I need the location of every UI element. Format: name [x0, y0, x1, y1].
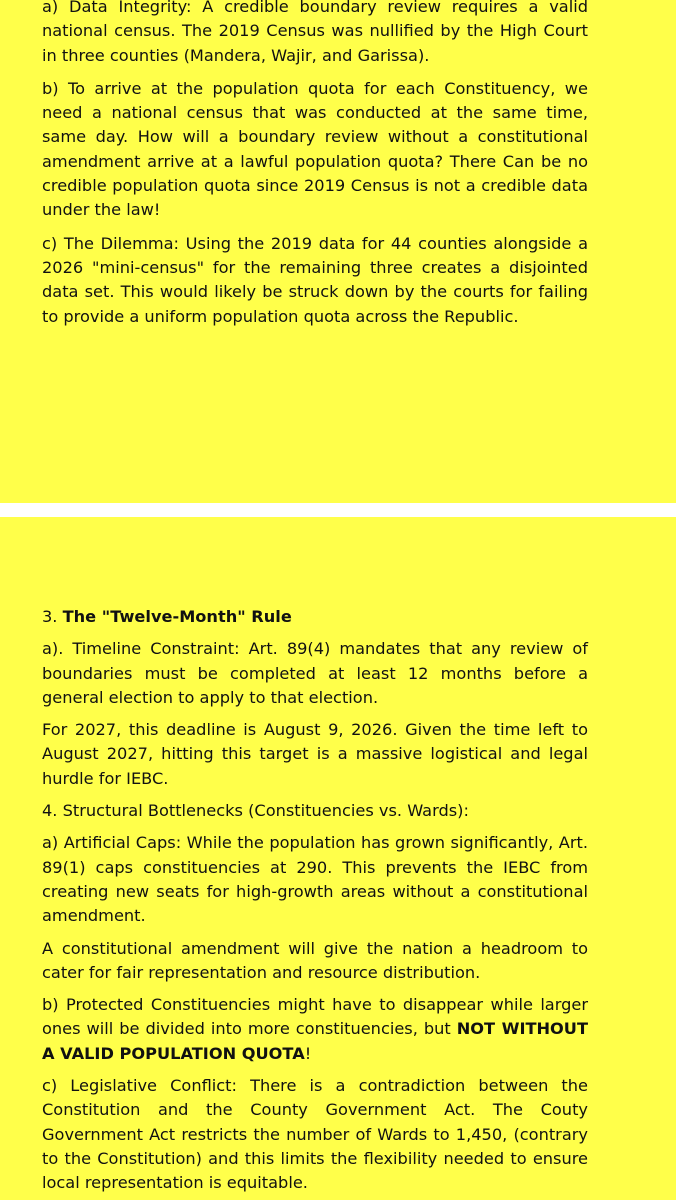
section-3-heading: [42, 605, 588, 629]
page-top-content: [42, 0, 588, 338]
amendment-paragraph: A constitutional amendment will give the nation a headroom to cater for fair representation and resource distribution.: [42, 938, 588, 982]
document-page-top: [0, 0, 676, 503]
deadline-paragraph: For 2027, this deadline is August 9, 2026. Given the time left to August 2027, hitting this target is a massive logistical and legal hurdle for IEBC.: [42, 720, 588, 788]
population-quota-paragraph: b) To arrive at the population quota for each Constituency, we need a national census that was conducted at the same time, same day. How will a boundary review without a constitutional amendment arrive at a lawful population quota? There Can be no credible population quota since 2019 Census is not a credible data under the law!: [42, 78, 588, 220]
dilemma-paragraph: c) The Dilemma: Using the 2019 data for 44 counties alongside a 2026 "mini-census" for the remaining three creates a disjointed data set. This would likely be struck down by the courts for failing to provide a uniform population quota across the Republic.: [42, 233, 588, 326]
page-bottom-content: [42, 605, 588, 1204]
timeline-constraint-paragraph: a). Timeline Constraint: Art. 89(4) mandates that any review of boundaries must be completed at least 12 months before a general election to apply to that election.: [42, 639, 588, 707]
document-page-bottom: [0, 517, 676, 1200]
artificial-caps-paragraph: a) Artificial Caps: While the population has grown significantly, Art. 89(1) caps constituencies at 290. This prevents the IEBC from creating new seats for high-growth areas without a constitutional amendment.: [42, 833, 588, 926]
section-3-title: The "Twelve-Month" Rule: [62, 607, 292, 626]
protected-emphasis-text: NOT WITHOUT A VALID POPULATION QUOTA: [42, 1019, 588, 1063]
legislative-conflict-paragraph: c) Legislative Conflict: There is a contradiction between the Constitution and the County Government Act. The Couty Government Act restricts the number of Wards to 1,450, (contrary to the Constitution) and this limits the flexibility needed to ensure local representation is equitable.: [42, 1076, 588, 1193]
page-divider: [0, 503, 676, 517]
section-3-number: 3.: [42, 607, 63, 626]
protected-lead-text: b) Protected Constituencies might have to disappear while larger ones will be divided into more constituencies, but: [42, 995, 588, 1039]
section-4-heading: 4. Structural Bottlenecks (Constituencies vs. Wards):: [42, 801, 469, 821]
protected-constituencies-paragraph: [42, 993, 588, 1066]
data-integrity-paragraph: a) Data Integrity: A credible boundary review requires a valid national census. The 2019 Census was nullified by the High Court in three counties (Mandera, Wajir, and Garissa).: [42, 0, 588, 65]
protected-tail-text: !: [304, 1043, 312, 1063]
